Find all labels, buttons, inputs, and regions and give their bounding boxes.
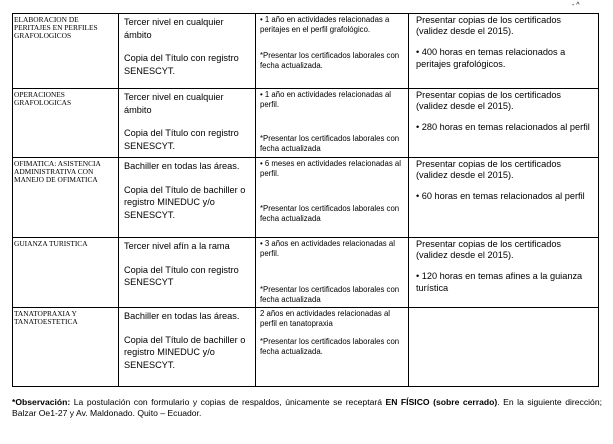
certificates-cell	[409, 89, 599, 158]
experience-note: *Presentar los certificados laborales con fecha actualizada.	[260, 337, 400, 356]
table-row	[13, 308, 599, 387]
certificate-copy-requirement: Presentar copias de los certificados (validez desde el 2015).	[416, 15, 562, 37]
education-requirement-cell	[119, 89, 256, 158]
hours-requirement: • 120 horas en temas afines a la guianza turística	[416, 271, 583, 293]
experience-note: *Presentar los certificados laborales con fecha actualizada	[260, 285, 400, 304]
experience-cell	[256, 158, 409, 238]
title-copy-requirement: Copia del Título con registro SENESCYT	[124, 264, 239, 287]
table-row	[13, 14, 599, 89]
program-name: OFIMATICA: ASISTENCIA ADMINISTRATIVA CON MANEJO DE OFIMATICA	[13, 158, 119, 238]
certificates-cell	[409, 308, 599, 387]
education-requirement: Bachiller en todas las áreas.	[124, 311, 240, 321]
experience-note: *Presentar los certificados laborales con fecha actualizada	[260, 204, 400, 223]
table-row	[13, 89, 599, 158]
program-name: TANATOPRAXIA Y TANATOESTETICA	[13, 308, 119, 387]
certificate-copy-requirement: Presentar copias de los certificados (validez desde el 2015).	[416, 239, 562, 261]
certificates-cell	[409, 238, 599, 308]
education-requirement: Tercer nivel en cualquier ámbito	[124, 92, 224, 115]
page-corner-mark: - ^	[572, 2, 580, 9]
experience-cell	[256, 89, 409, 158]
program-name: OPERACIONES GRAFOLOGICAS	[13, 89, 119, 158]
title-copy-requirement: Copia del Título de bachiller o registro MINEDUC y/o SENESCYT.	[124, 184, 246, 220]
program-name: GUIANZA TURISTICA	[13, 238, 119, 308]
hours-requirement: • 400 horas en temas relacionados a peritajes grafológicos.	[416, 47, 566, 69]
certificates-cell	[409, 14, 599, 89]
hours-requirement: • 60 horas en temas relacionados al perfil	[416, 191, 585, 202]
certificate-copy-requirement: Presentar copias de los certificados (validez desde el 2015).	[416, 90, 562, 112]
observation-label: *Observación:	[12, 397, 71, 407]
title-copy-requirement: Copia del Título con registro SENESCYT.	[124, 53, 239, 76]
experience-cell	[256, 238, 409, 308]
education-requirement-cell	[119, 238, 256, 308]
certificate-copy-requirement: Presentar copias de los certificados (validez desde el 2015).	[416, 159, 562, 181]
experience-note: *Presentar los certificados laborales con fecha actualizada	[260, 134, 400, 153]
experience-requirement: • 1 año en actividades relacionadas al perfil.	[260, 90, 392, 109]
education-requirement-cell	[119, 308, 256, 387]
table-row	[13, 158, 599, 238]
experience-cell	[256, 308, 409, 387]
table-row	[13, 238, 599, 308]
title-copy-requirement: Copia del Título de bachiller o registro MINEDUC y/o SENESCYT.	[124, 334, 246, 370]
observation-emphasis: EN FÍSICO (sobre cerrado)	[385, 397, 498, 407]
education-requirement: Tercer nivel en cualquier ámbito	[124, 17, 224, 40]
education-requirement: Bachiller en todas las áreas.	[124, 161, 240, 171]
experience-note: *Presentar los certificados laborales con fecha actualizada.	[260, 51, 400, 70]
observation-note	[12, 397, 602, 419]
experience-requirement: • 6 meses en actividades relacionadas al perfil.	[260, 159, 401, 178]
title-copy-requirement: Copia del Título con registro SENESCYT.	[124, 128, 239, 151]
education-requirement: Tercer nivel afín a la rama	[124, 241, 230, 251]
experience-requirement: • 3 años en actividades relacionadas al perfil.	[260, 239, 395, 258]
education-requirement-cell	[119, 14, 256, 89]
experience-requirement: 2 años en actividades relacionadas al perfil en tanatopraxia	[260, 309, 391, 328]
program-name: ELABORACION DE PERITAJES EN PERFILES GRAFOLOGICOS	[13, 14, 119, 89]
certificates-cell	[409, 158, 599, 238]
observation-text: La postulación con formulario y copias de respaldos, únicamente se receptará	[70, 397, 386, 407]
requirements-table	[12, 13, 599, 387]
observation-address: . En la siguiente dirección; Balzar Oe1-27 y Av. Maldonado. Quito – Ecuador.	[12, 397, 602, 418]
hours-requirement: • 280 horas en temas relacionados al perfil	[416, 122, 590, 133]
education-requirement-cell	[119, 158, 256, 238]
experience-requirement: • 1 año en actividades relacionadas a peritajes en el perfil grafológico.	[260, 15, 390, 34]
experience-cell	[256, 14, 409, 89]
